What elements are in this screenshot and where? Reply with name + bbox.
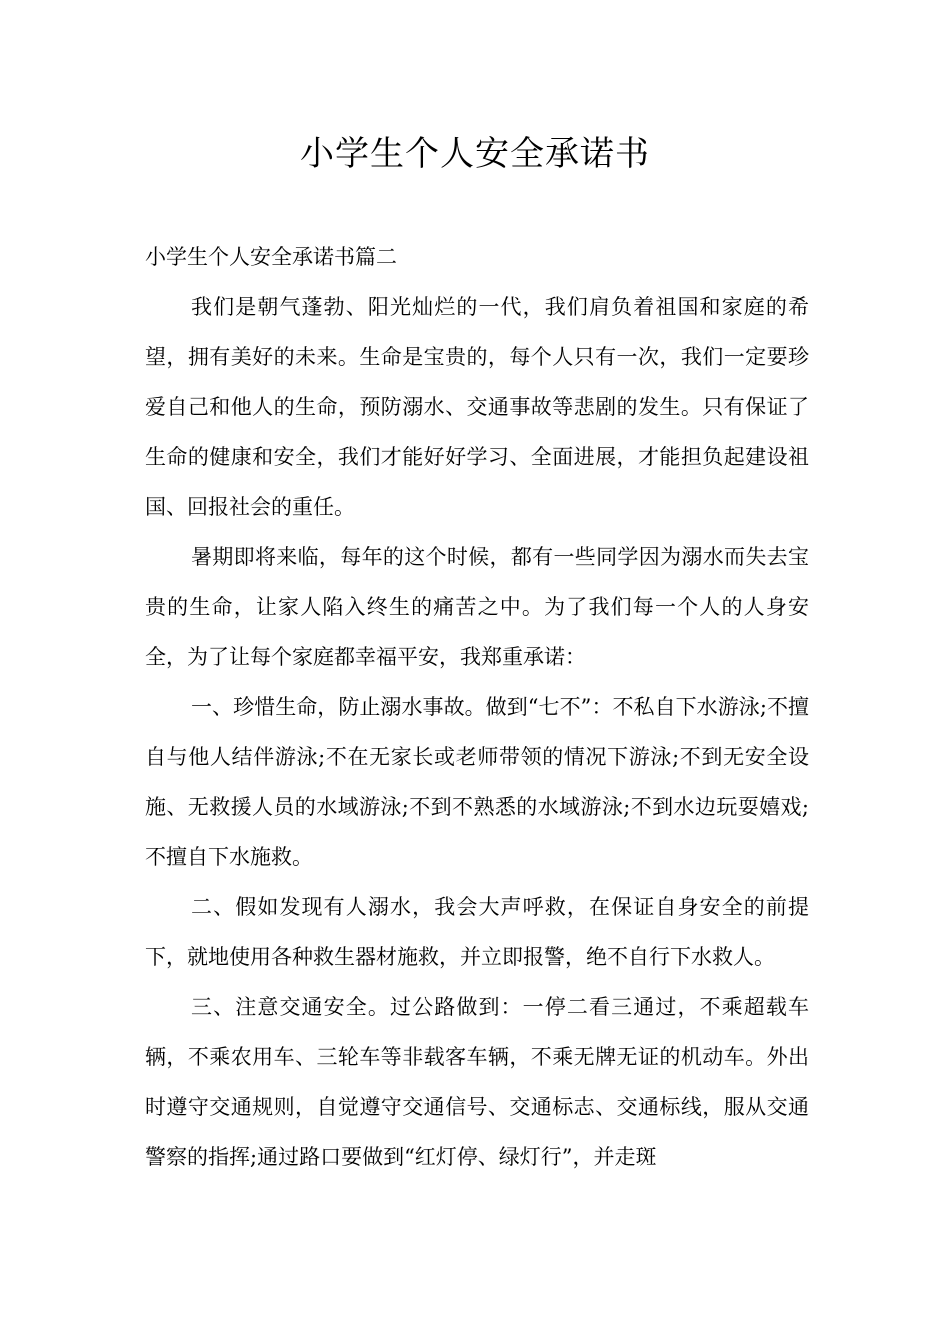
document-body <box>145 232 809 1182</box>
paragraph-pledge-one: 一、珍惜生命，防止溺水事故。做到“七不”：不私自下水游泳;不擅自与他人结伴游泳;不在无家长或老师带领的情况下游泳;不到无安全设施、无救援人员的水域游泳;不到不熟悉的水域游泳;不到水边玩耍嬉戏;不擅自下水施救。 <box>145 695 809 869</box>
paragraph-pledge-three: 三、注意交通安全。过公路做到：一停二看三通过，不乘超载车辆，不乘农用车、三轮车等非载客车辆，不乘无牌无证的机动车。外出时遵守交通规则，自觉遵守交通信号、交通标志、交通标线，服从交通警察的指挥;通过路口要做到“红灯停、绿灯行”，并走斑 <box>145 995 809 1169</box>
document-title: 小学生个人安全承诺书 <box>300 134 650 174</box>
document-subtitle: 小学生个人安全承诺书篇二 <box>145 245 397 269</box>
paragraph-pledge-two: 二、假如发现有人溺水，我会大声呼救，在保证自身安全的前提下，就地使用各种救生器材施救，并立即报警，绝不自行下水救人。 <box>145 895 809 969</box>
paragraph-summer: 暑期即将来临，每年的这个时候，都有一些同学因为溺水而失去宝贵的生命，让家人陷入终生的痛苦之中。为了我们每一个人的人身安全，为了让每个家庭都幸福平安，我郑重承诺： <box>145 545 809 669</box>
paragraph-intro: 我们是朝气蓬勃、阳光灿烂的一代，我们肩负着祖国和家庭的希望，拥有美好的未来。生命是宝贵的，每个人只有一次，我们一定要珍爱自己和他人的生命，预防溺水、交通事故等悲剧的发生。只有保证了生命的健康和安全，我们才能好好学习、全面进展，才能担负起建设祖国、回报社会的重任。 <box>145 295 809 519</box>
